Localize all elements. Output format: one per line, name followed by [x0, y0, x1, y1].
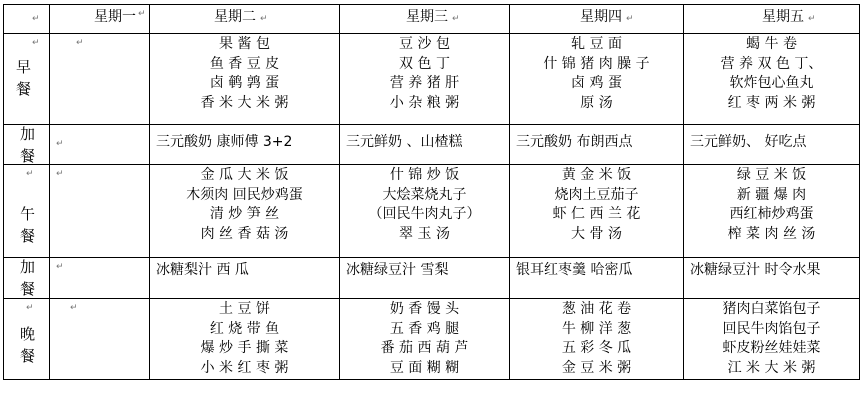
paragraph-mark-icon: ↵ — [26, 169, 34, 179]
meal-label: 晚 餐 — [20, 325, 36, 365]
day-header-mon — [50, 5, 150, 34]
dish-list: 黄 金 米 饭 烧肉土豆茄子 虾 仁 西 兰 花 大 骨 汤 — [552, 167, 641, 242]
thu-dinner-cell — [510, 299, 684, 380]
meal-label: 加 餐 — [20, 125, 36, 165]
dish-list: 奶 香 馒 头 五 香 鸡 腿 番 茄 西 葫 芦 豆 面 糊 糊 — [380, 301, 469, 376]
snack-text: 三元酸奶 布朗西点 — [516, 134, 633, 150]
header-row — [4, 5, 860, 34]
day-header-wed — [340, 5, 510, 34]
snack1-row — [4, 125, 860, 165]
paragraph-mark-icon: ↵ — [260, 14, 268, 24]
paragraph-mark-icon: ↵ — [138, 9, 146, 19]
thu-breakfast-cell — [510, 34, 684, 125]
paragraph-mark-icon: ↵ — [32, 14, 40, 24]
day-header-fri — [684, 5, 860, 34]
dish-list: 葱 油 花 卷 牛 柳 洋 葱 五 彩 冬 瓜 金 豆 米 粥 — [561, 301, 632, 376]
fri-dinner-cell — [684, 299, 860, 380]
dish-list: 金 瓜 大 米 饭 木须肉 回民炒鸡蛋 清 炒 笋 丝 肉 丝 香 菇 汤 — [186, 167, 303, 242]
wed-lunch-cell — [340, 165, 510, 258]
paragraph-mark-icon: ↵ — [56, 169, 64, 179]
snack-text: 冰糖绿豆汁 时令水果 — [690, 262, 821, 278]
fri-lunch-cell — [684, 165, 860, 258]
tue-dinner-cell — [150, 299, 340, 380]
weekly-menu-table — [3, 4, 860, 380]
meal-label: 早 餐 — [16, 58, 32, 98]
snack-text: 银耳红枣羹 哈密瓜 — [516, 262, 633, 278]
snack2-row — [4, 258, 860, 299]
lunch-row — [4, 165, 860, 258]
dish-list: 绿 豆 米 饭 新 疆 爆 肉 西红柿炒鸡蛋 榨 菜 肉 丝 汤 — [727, 167, 816, 242]
dish-list: 什 锦 炒 饭 大烩菜烧丸子 （回民牛肉丸子） 翠 玉 汤 — [368, 167, 481, 242]
fri-snack2-cell — [684, 258, 860, 299]
paragraph-mark-icon: ↵ — [76, 38, 84, 48]
thu-snack1-cell — [510, 125, 684, 165]
dish-list: 猪肉白菜馅包子 回民牛肉馅包子 虾皮粉丝娃娃菜 江 米 大 米 粥 — [722, 301, 821, 376]
paragraph-mark-icon: ↵ — [452, 14, 460, 24]
meal-label-cell — [4, 299, 50, 380]
day-header-tue — [150, 5, 340, 34]
dish-list: 豆 沙 包 双 色 丁 营 养 猪 肝 小 杂 粮 粥 — [389, 36, 460, 111]
mon-snack1-cell — [50, 125, 150, 165]
paragraph-mark-icon: ↵ — [56, 262, 64, 272]
dish-list: 蝎 牛 卷 营 养 双 色 丁、 软炸包心鱼丸 红 枣 两 米 粥 — [720, 36, 823, 111]
dish-list: 土 豆 饼 红 烧 带 鱼 爆 炒 手 撕 菜 小 米 红 枣 粥 — [200, 301, 289, 376]
breakfast-row — [4, 34, 860, 125]
paragraph-mark-icon: ↵ — [808, 14, 816, 24]
tue-lunch-cell — [150, 165, 340, 258]
snack-text: 三元鲜奶 、山楂糕 — [346, 134, 463, 150]
corner-cell — [4, 5, 50, 34]
meal-label-cell — [4, 34, 50, 125]
meal-label-cell — [4, 258, 50, 299]
mon-breakfast-cell — [50, 34, 150, 125]
day-label: 星期一 — [94, 9, 136, 25]
snack-text: 冰糖梨汁 西 瓜 — [156, 262, 249, 278]
day-label: 星期五 — [762, 9, 804, 25]
paragraph-mark-icon: ↵ — [70, 303, 78, 313]
paragraph-mark-icon: ↵ — [56, 139, 64, 149]
thu-lunch-cell — [510, 165, 684, 258]
day-label: 星期二 — [214, 9, 256, 25]
wed-breakfast-cell — [340, 34, 510, 125]
mon-dinner-cell — [50, 299, 150, 380]
paragraph-mark-icon: ↵ — [26, 303, 34, 313]
mon-snack2-cell — [50, 258, 150, 299]
dinner-row — [4, 299, 860, 380]
meal-label: 午 餐 — [20, 205, 36, 245]
dish-list: 轧 豆 面 什 锦 猪 肉 臊 子 卤 鸡 蛋 原 汤 — [543, 36, 650, 111]
tue-snack1-cell — [150, 125, 340, 165]
fri-snack1-cell — [684, 125, 860, 165]
day-header-thu — [510, 5, 684, 34]
tue-snack2-cell — [150, 258, 340, 299]
thu-snack2-cell — [510, 258, 684, 299]
paragraph-mark-icon: ↵ — [32, 38, 40, 48]
meal-label: 加 餐 — [20, 258, 36, 298]
mon-lunch-cell — [50, 165, 150, 258]
day-label: 星期三 — [406, 9, 448, 25]
snack-text: 冰糖绿豆汁 雪梨 — [346, 262, 449, 278]
day-label: 星期四 — [580, 9, 622, 25]
fri-breakfast-cell — [684, 34, 860, 125]
dish-list: 果 酱 包 鱼 香 豆 皮 卤 鹌 鹑 蛋 香 米 大 米 粥 — [200, 36, 289, 111]
tue-breakfast-cell — [150, 34, 340, 125]
meal-label-cell — [4, 165, 50, 258]
paragraph-mark-icon: ↵ — [626, 14, 634, 24]
wed-snack2-cell — [340, 258, 510, 299]
wed-snack1-cell — [340, 125, 510, 165]
meal-label-cell — [4, 125, 50, 165]
snack-text: 三元酸奶 康师傅 3+2 — [156, 134, 293, 150]
snack-text: 三元鲜奶、 好吃点 — [690, 134, 807, 150]
wed-dinner-cell — [340, 299, 510, 380]
